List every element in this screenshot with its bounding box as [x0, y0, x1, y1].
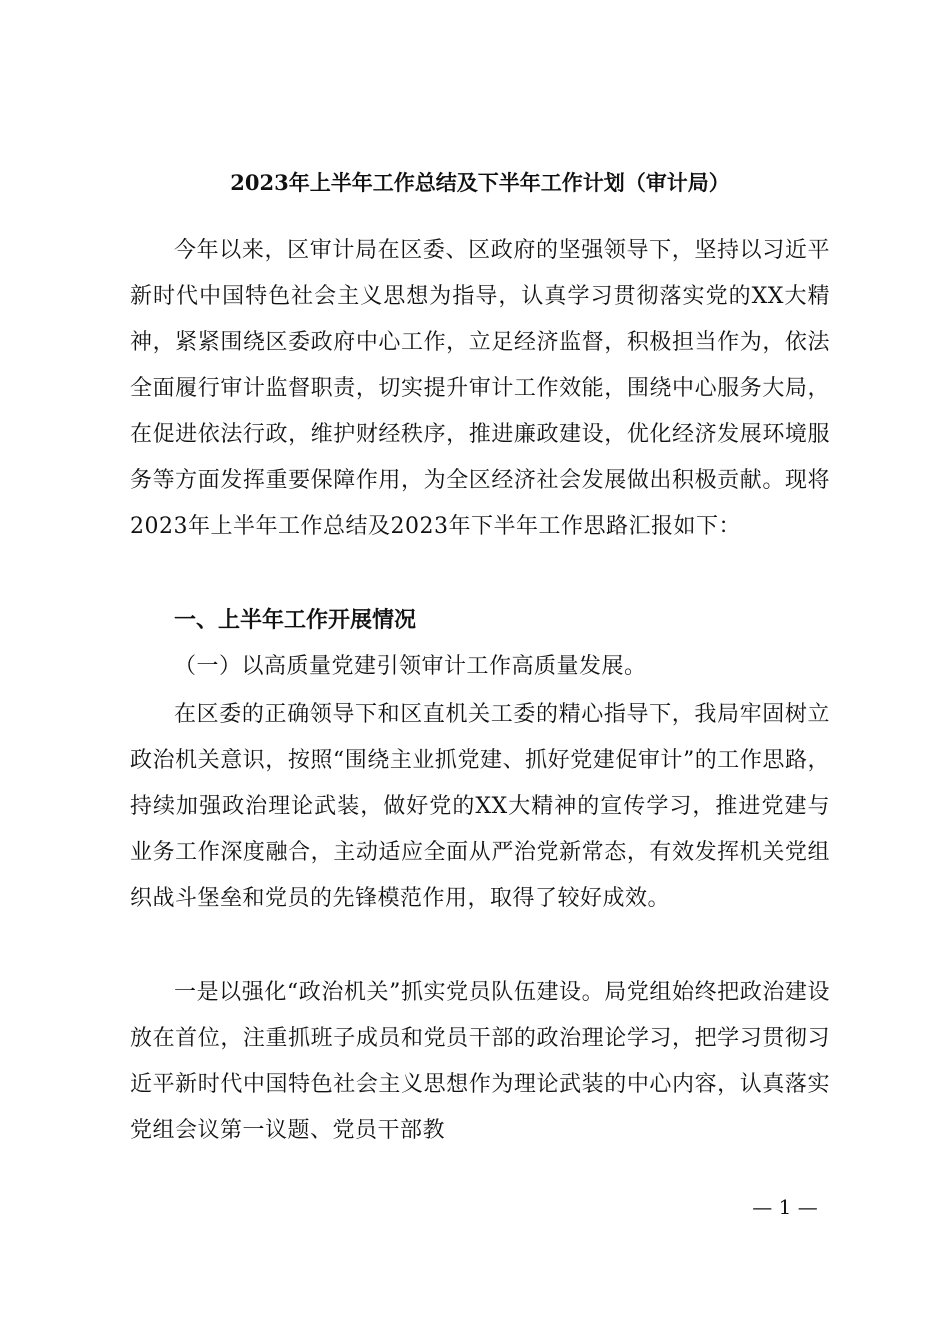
party-building-paragraph: 在区委的正确领导下和区直机关工委的精心指导下，我局牢固树立政治机关意识，按照“围绕主业抓党建、抓好党建促审计”的工作思路，持续加强政治理论武装，做好党的XX大精神的宣传学习，推进党建与业务工作深度融合，主动适应全面从严治党新常态，有效发挥机关党组织战斗堡垒和党员的先锋模范作用，取得了较好成效。	[130, 702, 830, 911]
point-one-paragraph: 一是以强化“政治机关”抓实党员队伍建设。局党组始终把政治建设放在首位，注重抓班子成员和党员干部的政治理论学习，把学习贯彻习近平新时代中国特色社会主义思想作为理论武装的中心内容，认真落实党组会议第一议题、党员干部教	[130, 980, 830, 1143]
page-number: — 1 —	[752, 1195, 818, 1219]
intro-paragraph: 今年以来，区审计局在区委、区政府的坚强领导下，坚持以习近平新时代中国特色社会主义思想为指导，认真学习贯彻落实党的XX大精神，紧紧围绕区委政府中心工作，立足经济监督，积极担当作为，依法全面履行审计监督职责，切实提升审计工作效能，围绕中心服务大局，在促进依法行政，维护财经秩序，推进廉政建设，优化经济发展环境服务等方面发挥重要保障作用，为全区经济社会发展做出积极贡献。现将2023年上半年工作总结及2023年下半年工作思路汇报如下：	[130, 238, 830, 539]
document-title: 2023年上半年工作总结及下半年工作计划（审计局）	[230, 170, 730, 195]
section-heading: 一、上半年工作开展情况	[174, 608, 417, 633]
subsection-heading: （一）以高质量党建引领审计工作高质量发展。	[174, 654, 647, 679]
